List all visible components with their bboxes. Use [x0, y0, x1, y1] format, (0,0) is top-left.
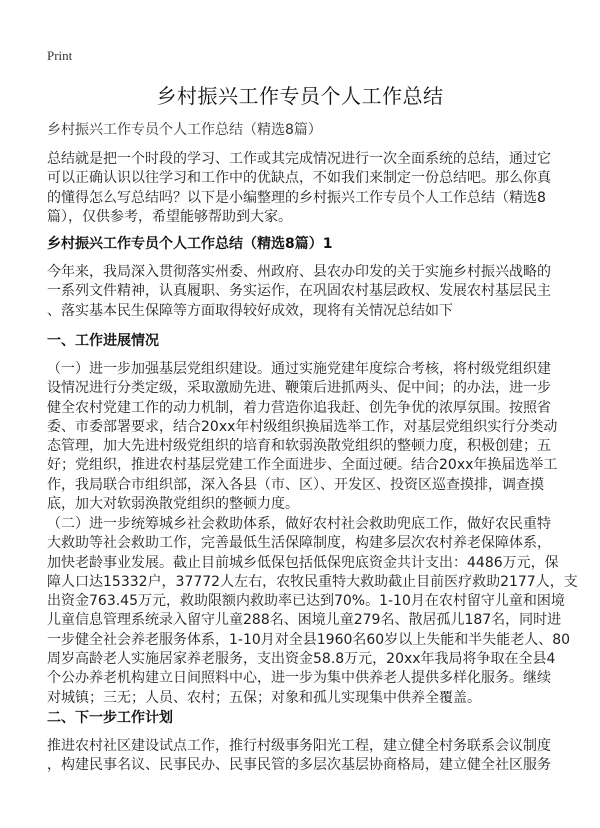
document-subtitle: 乡村振兴工作专员个人工作总结（精选8篇） — [47, 122, 322, 138]
text-line: （一）进一步加强基层党组织建设。通过实施党建年度综合考核，将村级党组织建 — [47, 361, 551, 377]
text-line: 周岁高龄老人实施居家养老服务，支出资金58.8万元，20xx年我局将争取在全县4 — [47, 651, 556, 668]
section2-paragraph-1 — [47, 737, 559, 776]
text-line: （二）进一步统筹城乡社会救助体系，做好农村社会救助兜底工作，做好农民重特 — [47, 516, 551, 532]
text-line: 出资金763.45万元，救助限额内救助率已达到70%。1-10月在农村留守儿童和困境 — [47, 593, 565, 610]
text-line: 对城镇；三无；人员、农村；五保；对象和孤儿实现集中供养全覆盖。 — [47, 689, 481, 706]
text-line: 大救助等社会救助工作，完善最低生活保障制度，构建多层次农村养老保障体系， — [47, 535, 551, 552]
text-line: 健全农村党建工作的动力机制，着力营造你追我赶、创先争优的浓厚氛围。按照省 — [47, 399, 551, 416]
section1-paragraph-2 — [47, 515, 578, 708]
text-line: 篇），仅供参考，希望能够帮助到大家。 — [47, 208, 292, 225]
text-line: 障人口达15332户，37772人左右，农牧民重特大救助截止目前医疗救助2177人，支 — [47, 573, 578, 590]
text-line: 底，加大对软弱涣散党组织的整顿力度。 — [47, 496, 299, 513]
text-line: 推进农村社区建设试点工作，推行村级事务阳光工程，建立健全村务联系会议制度 — [47, 738, 551, 754]
text-line: 可以正确认识以往学习和工作中的优缺点，不如我们来制定一份总结吧。那么你真 — [47, 170, 551, 187]
article-heading: 乡村振兴工作专员个人工作总结（精选8篇）1 — [47, 236, 333, 252]
text-line: 作，我局联合市组织部，深入各县（市、区）、开发区、投资区巡查摸排，调查摸 — [47, 476, 544, 493]
text-line: 加快老龄事业发展。截止目前城乡低保包括低保兜底资金共计支出：4486万元，保 — [47, 554, 559, 571]
section1-paragraph-1 — [47, 360, 559, 514]
text-line: 的懂得怎么写总结吗？以下是小编整理的乡村振兴工作专员个人工作总结（精选8 — [47, 189, 546, 206]
document-title: 乡村振兴工作专员个人工作总结 — [156, 84, 444, 108]
text-line: 一系列文件精神，认真履职、务实运作，在巩固农村基层政权、发展农村基层民主 — [47, 283, 551, 300]
text-line: ，构建民事名议、民事民办、民事民管的多层次基层协商格局，建立健全社区服务 — [47, 757, 551, 774]
section-heading-progress: 一、工作进展情况 — [47, 333, 159, 349]
text-line: 好；党组织，推进农村基层党建工作全面进步、全面过硬。结合20xx年换届选举工 — [47, 457, 558, 474]
text-line: 总结就是把一个时段的学习、工作或其完成情况进行一次全面系统的总结，通过它 — [47, 151, 551, 167]
text-line: 个公办养老机构建立日间照料中心，进一步为集中供养老人提供多样化服务。继续 — [47, 670, 551, 687]
text-line: 今年来，我局深入贯彻落实州委、州政府、县农办印发的关于实施乡村振兴战略的 — [47, 264, 551, 280]
text-line: 委、市委部署要求，结合20xx年村级组织换届选举工作，对基层党组织实行分类动 — [47, 418, 558, 435]
print-label: Print — [47, 48, 73, 63]
intro-paragraph — [47, 150, 559, 227]
text-line: 一步健全社会养老服务体系，1-10月对全县1960名60岁以上失能和半失能老人、80 — [47, 631, 571, 648]
text-line: 设情况进行分类定级，采取激励先进、鞭策后进抓两头、促中间；的办法，进一步 — [47, 380, 551, 397]
text-line: 态管理，加大先进村级党组织的培育和软弱涣散党组织的整顿力度，积极创建；五 — [47, 438, 551, 455]
opening-paragraph — [47, 263, 559, 321]
text-line: 、落实基本民生保障等方面取得较好成效，现将有关情况总结如下 — [47, 302, 453, 319]
section-heading-next-plan: 二、下一步工作计划 — [47, 710, 173, 726]
text-line: 儿童信息管理系统录入留守儿童288名、困境儿童279名、散居孤儿187名，同时进 — [47, 612, 562, 629]
